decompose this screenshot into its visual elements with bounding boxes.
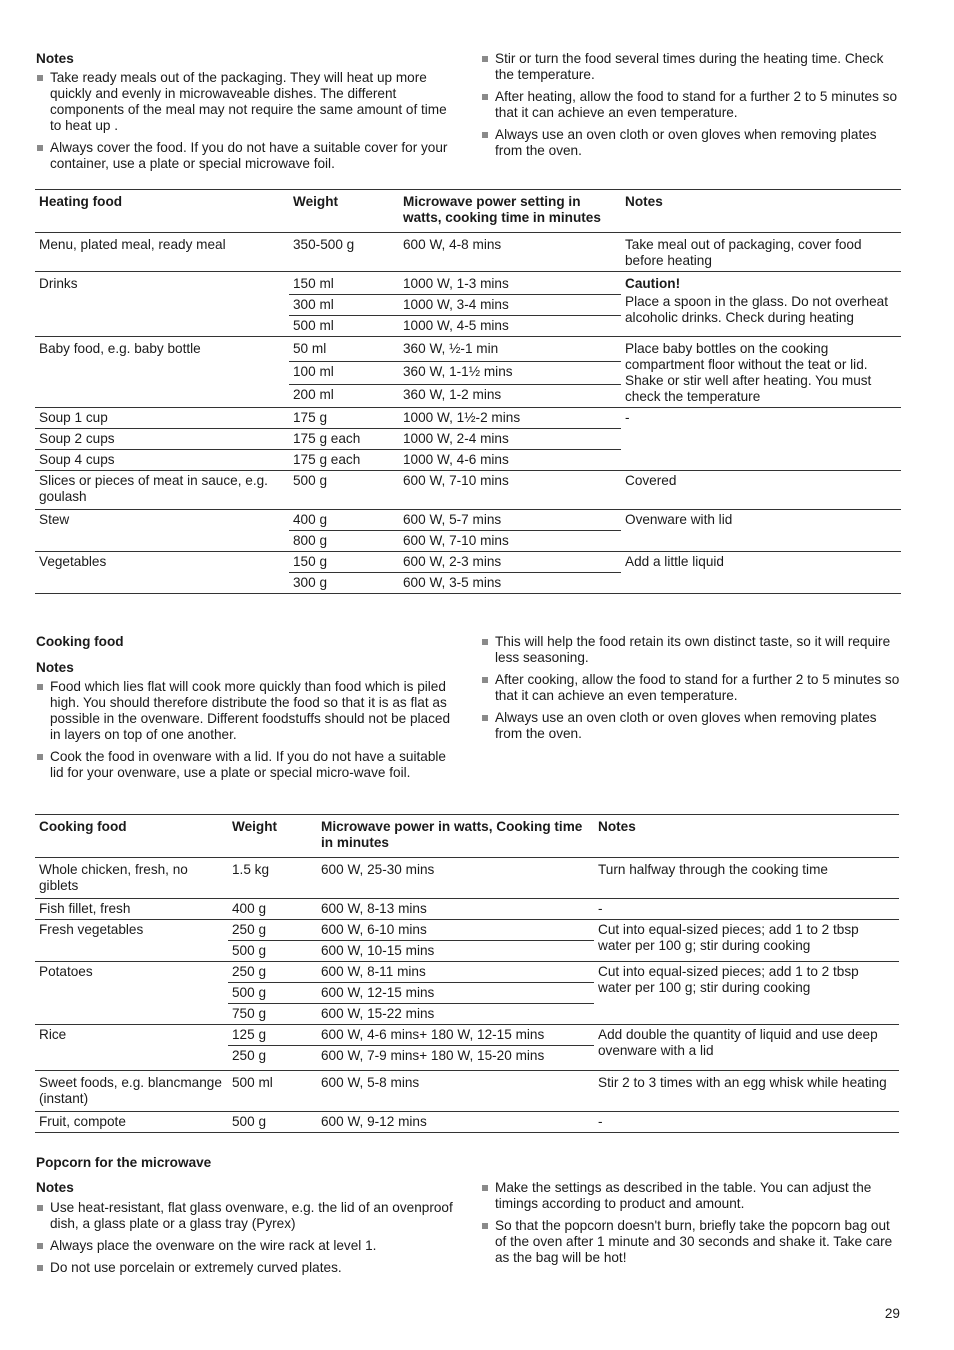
table-cell: 500 g <box>228 983 317 1004</box>
list-item: So that the popcorn doesn't burn, briefly take the popcorn bag out of the oven after 1 minute and 30 seconds and shake it. Take care as the bag will be hot! <box>481 1218 901 1266</box>
table-header-row <box>35 190 901 233</box>
table-cell: 300 ml <box>289 295 399 316</box>
table-row <box>35 858 899 899</box>
table-cell: 175 g <box>289 408 399 429</box>
table-cell: - <box>594 1112 899 1133</box>
notes-list-left <box>36 70 456 178</box>
table-cell: Turn halfway through the cooking time <box>594 858 899 899</box>
table-cell: 500 g <box>228 1112 317 1133</box>
table-cell: 1000 W, 4-5 mins <box>399 316 621 337</box>
list-item: Use heat-resistant, flat glass ovenware, e.g. the lid of an ovenproof dish, a glass plate or a glass tray (Pyrex) <box>36 1200 456 1232</box>
table-cell: Baby food, e.g. baby bottle <box>35 337 289 408</box>
table-cell: 400 g <box>289 510 399 531</box>
table-cell: 1000 W, 1½-2 mins <box>399 408 621 429</box>
cooking-food-table <box>35 814 899 1133</box>
notes-list-right <box>481 51 901 165</box>
section-heading: Cooking food <box>36 634 124 649</box>
table-cell: 1000 W, 3-4 mins <box>399 295 621 316</box>
list-item: Always use an oven cloth or oven gloves when removing plates from the oven. <box>481 710 901 742</box>
table-cell: 1000 W, 1-3 mins <box>399 272 621 295</box>
list-item: Always place the ovenware on the wire rack at level 1. <box>36 1238 456 1254</box>
list-item: Do not use porcelain or extremely curved plates. <box>36 1260 456 1276</box>
notes-heading: Notes <box>36 51 74 66</box>
table-cell: 1000 W, 4-6 mins <box>399 450 621 471</box>
table-cell: 600 W, 8-13 mins <box>317 899 594 920</box>
list-item: After heating, allow the food to stand for a further 2 to 5 minutes so that it can achieve an even temperature. <box>481 89 901 121</box>
column-header: Notes <box>621 190 901 233</box>
table-row <box>35 233 901 272</box>
table-row <box>35 272 901 295</box>
table-cell: Fish fillet, fresh <box>35 899 228 920</box>
table-cell: 600 W, 3-5 mins <box>399 573 621 594</box>
table-cell: Take meal out of packaging, cover food before heating <box>621 233 901 272</box>
list-item: Stir or turn the food several times during the heating time. Check the temperature. <box>481 51 901 83</box>
table-cell: 250 g <box>228 1046 317 1071</box>
table-cell: 800 g <box>289 531 399 552</box>
table-row <box>35 471 901 510</box>
table-row <box>35 920 899 941</box>
table-cell: 600 W, 15-22 mins <box>317 1004 594 1025</box>
table-cell: Stew <box>35 510 289 552</box>
table-cell: 125 g <box>228 1025 317 1046</box>
note-text: Place a spoon in the glass. Do not overheat alcoholic drinks. Check during heating <box>625 294 888 325</box>
table-cell: - <box>594 899 899 920</box>
table-cell <box>621 272 901 337</box>
table-cell: 200 ml <box>289 385 399 408</box>
table-cell: Menu, plated meal, ready meal <box>35 233 289 272</box>
table-cell: Fresh vegetables <box>35 920 228 962</box>
notes-list-right <box>481 1180 901 1272</box>
table-cell: 750 g <box>228 1004 317 1025</box>
list-item: Make the settings as described in the table. You can adjust the timings according to product and amount. <box>481 1180 901 1212</box>
table-cell: 500 ml <box>289 316 399 337</box>
table-cell: 360 W, ½-1 min <box>399 337 621 362</box>
table-cell: Vegetables <box>35 552 289 594</box>
table-row <box>35 510 901 531</box>
table-cell: Add double the quantity of liquid and use deep ovenware with a lid <box>594 1025 899 1071</box>
table-cell: Covered <box>621 471 901 510</box>
table-cell: 150 ml <box>289 272 399 295</box>
list-item: Always cover the food. If you do not have a suitable cover for your container, use a plate or special microwave foil. <box>36 140 456 172</box>
table-cell: Stir 2 to 3 times with an egg whisk while heating <box>594 1071 899 1112</box>
caution-label: Caution! <box>625 276 681 291</box>
table-row <box>35 1025 899 1046</box>
table-cell: Cut into equal-sized pieces; add 1 to 2 tbsp water per 100 g; stir during cooking <box>594 920 899 962</box>
table-cell: Cut into equal-sized pieces; add 1 to 2 tbsp water per 100 g; stir during cooking <box>594 962 899 1025</box>
table-cell: 600 W, 5-7 mins <box>399 510 621 531</box>
table-cell: 500 g <box>289 471 399 510</box>
table-cell: Add a little liquid <box>621 552 901 594</box>
notes-list-right <box>481 634 901 748</box>
column-header: Cooking food <box>35 815 228 858</box>
table-cell: 600 W, 2-3 mins <box>399 552 621 573</box>
table-cell: 500 ml <box>228 1071 317 1112</box>
table-cell: 1000 W, 2-4 mins <box>399 429 621 450</box>
table-cell: Place baby bottles on the cooking compartment floor without the teat or lid. Shake or stir well after heating. You must check the temperature <box>621 337 901 408</box>
table-cell: 600 W, 5-8 mins <box>317 1071 594 1112</box>
table-cell: 600 W, 7-10 mins <box>399 471 621 510</box>
table-cell: Sweet foods, e.g. blancmange (instant) <box>35 1071 228 1112</box>
notes-heading: Notes <box>36 1180 74 1195</box>
table-cell: Soup 1 cup <box>35 408 289 429</box>
table-cell: 150 g <box>289 552 399 573</box>
table-cell: 360 W, 1-2 mins <box>399 385 621 408</box>
table-cell: 600 W, 10-15 mins <box>317 941 594 962</box>
table-cell: - <box>621 408 901 471</box>
table-cell: Rice <box>35 1025 228 1071</box>
column-header: Microwave power in watts, Cooking time in minutes <box>317 815 594 858</box>
table-cell: 600 W, 7-10 mins <box>399 531 621 552</box>
notes-list-left <box>36 679 456 787</box>
table-cell: 1.5 kg <box>228 858 317 899</box>
table-cell: Potatoes <box>35 962 228 1025</box>
table-header-row <box>35 815 899 858</box>
table-row <box>35 899 899 920</box>
table-cell: 250 g <box>228 920 317 941</box>
table-row <box>35 1071 899 1112</box>
list-item: Food which lies flat will cook more quickly than food which is piled high. You should therefore distribute the food so that it is as flat as possible in the ovenware. Different foodstuffs should not be placed in layers on top of one another. <box>36 679 456 743</box>
table-cell: 360 W, 1-1½ mins <box>399 362 621 385</box>
table-cell: 350-500 g <box>289 233 399 272</box>
table-cell: 600 W, 4-6 mins+ 180 W, 12-15 mins <box>317 1025 594 1046</box>
list-item: Cook the food in ovenware with a lid. If you do not have a suitable lid for your ovenware, use a plate or special micro-wave foil. <box>36 749 456 781</box>
column-header: Notes <box>594 815 899 858</box>
table-cell: 600 W, 6-10 mins <box>317 920 594 941</box>
notes-list-left <box>36 1200 456 1282</box>
table-cell: Fruit, compote <box>35 1112 228 1133</box>
table-cell: Soup 4 cups <box>35 450 289 471</box>
table-cell: 600 W, 8-11 mins <box>317 962 594 983</box>
section-heading: Popcorn for the microwave <box>36 1155 212 1170</box>
table-row <box>35 408 901 429</box>
table-cell: 175 g each <box>289 429 399 450</box>
list-item: This will help the food retain its own distinct taste, so it will require less seasoning. <box>481 634 901 666</box>
table-cell: 600 W, 25-30 mins <box>317 858 594 899</box>
column-header: Weight <box>289 190 399 233</box>
list-item: Always use an oven cloth or oven gloves when removing plates from the oven. <box>481 127 901 159</box>
table-cell: 300 g <box>289 573 399 594</box>
heating-food-table <box>35 189 901 594</box>
table-cell: Drinks <box>35 272 289 337</box>
column-header: Heating food <box>35 190 289 233</box>
table-cell: Ovenware with lid <box>621 510 901 552</box>
table-cell: 600 W, 4-8 mins <box>399 233 621 272</box>
column-header: Weight <box>228 815 317 858</box>
column-header: Microwave power setting in watts, cooking time in minutes <box>399 190 621 233</box>
table-cell: 500 g <box>228 941 317 962</box>
table-cell: Soup 2 cups <box>35 429 289 450</box>
table-cell: 175 g each <box>289 450 399 471</box>
list-item: After cooking, allow the food to stand for a further 2 to 5 minutes so that it can achieve an even temperature. <box>481 672 901 704</box>
table-cell: 100 ml <box>289 362 399 385</box>
list-item: Take ready meals out of the packaging. They will heat up more quickly and evenly in microwaveable dishes. The different components of the meal may not require the same amount of time to heat up . <box>36 70 456 134</box>
table-cell: 250 g <box>228 962 317 983</box>
table-cell: 600 W, 9-12 mins <box>317 1112 594 1133</box>
table-cell: 400 g <box>228 899 317 920</box>
page-number: 29 <box>884 1306 900 1321</box>
table-cell: 600 W, 7-9 mins+ 180 W, 15-20 mins <box>317 1046 594 1071</box>
table-cell: Whole chicken, fresh, no giblets <box>35 858 228 899</box>
table-row <box>35 552 901 573</box>
table-row <box>35 962 899 983</box>
table-row <box>35 1112 899 1133</box>
table-cell: Slices or pieces of meat in sauce, e.g. goulash <box>35 471 289 510</box>
table-row <box>35 337 901 362</box>
table-cell: 50 ml <box>289 337 399 362</box>
notes-heading: Notes <box>36 660 74 675</box>
table-cell: 600 W, 12-15 mins <box>317 983 594 1004</box>
